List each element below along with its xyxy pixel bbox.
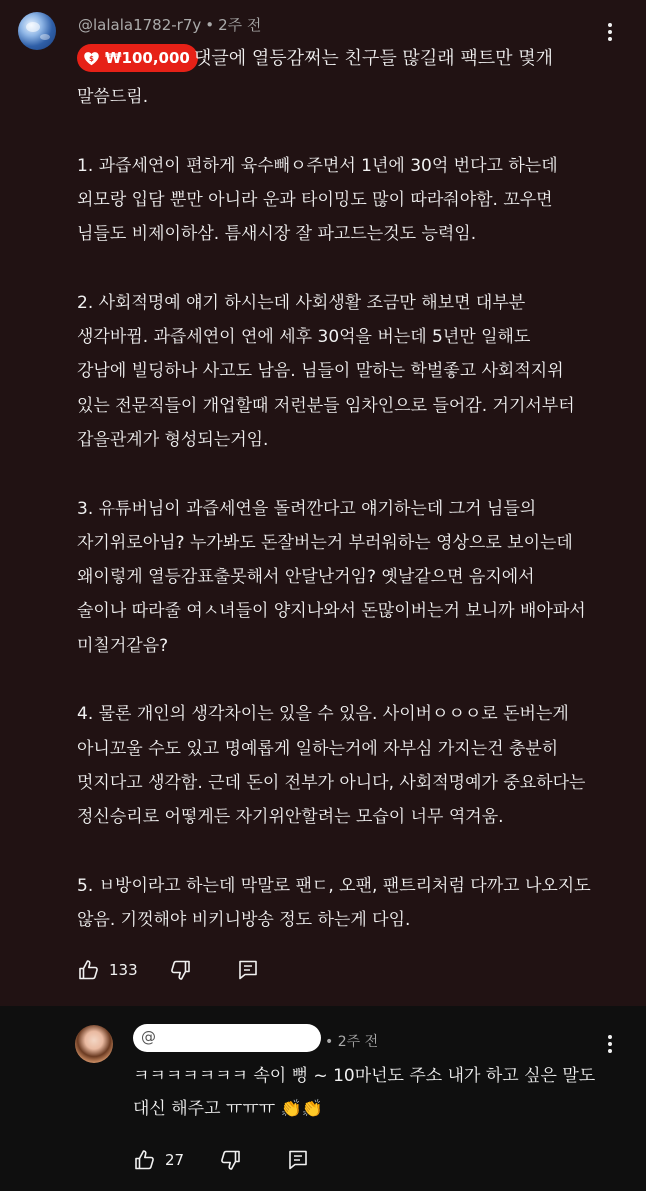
comment-line: 멋지다고 생각함. 근데 돈이 전부가 아니다, 사회적명예가 중요하다는 [77,772,586,793]
comment-line: 말씀드림. [77,87,149,107]
clapping-hands-emoji: 👏👏 [280,1099,323,1119]
thumbs-up-icon [77,958,101,982]
more-vert-icon [608,23,612,27]
reply-line-with-emoji [133,1093,613,1126]
comment-line: 4. 물론 개인의 생각차이는 있을 수 있음. 사이버ㅇㅇㅇ로 돈버는게 [77,704,569,725]
like-count: 133 [109,961,138,979]
comment-line: 미칠거같음? [77,635,169,656]
reply-at-prefix: @ [141,1028,156,1046]
paragraph-gap [77,114,617,148]
comment-menu-button[interactable] [598,18,622,46]
comment-line: 외모랑 입담 뿐만 아니라 운과 타이밍도 많이 따라줘야함. 꼬우면 [77,189,553,210]
comment-action-bar [77,958,260,982]
svg-text:$: $ [89,54,94,63]
author-avatar[interactable] [18,12,56,50]
paragraph-gap [77,835,617,869]
more-vert-dot [608,1049,612,1053]
comment-line: 3. 유튜버님이 과즙세연을 돌려깐다고 얘기하는데 그거 님들의 [77,498,537,519]
comment-line: 님들도 비제이하삼. 틈새시장 잘 파고드는것도 능력임. [77,224,477,245]
reply-icon [236,958,260,982]
reply-time: 2주 전 [337,1034,379,1050]
reply-line: ㅋㅋㅋㅋㅋㅋㅋ 속이 뻥 ~ 10마넌도 주소 내가 하고 싶은 말도 [133,1066,596,1086]
reply-button[interactable] [236,958,260,982]
dislike-button[interactable] [168,958,192,982]
thumbs-up-icon [133,1148,157,1172]
more-vert-dot [608,1042,612,1046]
thumbs-down-icon [168,958,192,982]
heart-money-icon [83,50,100,67]
reply-icon [286,1148,310,1172]
comment-line: 왜이렇게 열등감표출못해서 안달난거임? 옛날같으면 음지에서 [77,567,535,588]
super-thanks-badge [77,44,198,72]
comment-line: 자기위로아님? 누가봐도 돈잘버는거 부러워하는 영상으로 보이는데 [77,532,573,553]
reply-menu-button[interactable] [598,1030,622,1058]
separator-dot: • [205,16,215,34]
more-vert-dot [608,30,612,34]
reply-author-handle-redacted[interactable] [133,1024,321,1052]
reply-reply-button[interactable] [286,1148,310,1172]
super-thanks-amount: ₩100,000 [105,49,190,67]
comment-header [78,14,261,35]
reply-like-button[interactable] [133,1148,184,1172]
comment-line: 2. 사회적명예 얘기 하시는데 사회생활 조금만 해보면 대부분 [77,292,526,313]
paragraph-gap [77,251,617,285]
reply-action-bar [133,1148,310,1172]
comment-line: 않음. 기껏해야 비키니방송 정도 하는게 다임. [77,910,411,931]
comment-line: 아니꼬울 수도 있고 명예롭게 일하는거에 자부심 가지는건 충분히 [77,738,559,759]
comment-line: 1. 과즙세연이 편하게 육수빼ㅇ주면서 1년에 30억 번다고 하는데 [77,155,558,176]
comment-line: 정신승리로 어떻게든 자기위안할려는 모습이 너무 역겨움. [77,807,504,828]
comment-line: 강남에 빌딩하나 사고도 남음. 님들이 말하는 학벌좋고 사회적지위 [77,361,564,382]
reply-author-avatar[interactable] [75,1025,113,1063]
paragraph-gap [77,663,617,697]
comment-line: 갑을관계가 형성되는거임. [77,429,269,450]
more-vert-dot [608,37,612,41]
reply-body [133,1060,613,1126]
author-handle[interactable]: @lalala1782-r7y [78,16,202,34]
reply-line-text: 대신 해주고 ㅠㅠㅠ [133,1099,276,1119]
comment-line: 생각바뀜. 과즙세연이 연에 세후 30억을 버는데 5년만 일해도 [77,327,531,348]
comment-time: 2주 전 [218,16,262,34]
comment-line: 있는 전문직들이 개업할때 저런분들 임차인으로 들어감. 거기서부터 [77,395,575,416]
comment-body [77,80,617,937]
more-vert-icon [608,1035,612,1039]
reply-dislike-button[interactable] [218,1148,242,1172]
thumbs-down-icon [218,1148,242,1172]
reply-like-count: 27 [165,1151,185,1169]
like-button[interactable] [77,958,138,982]
comment-line: 5. ㅂ방이라고 하는데 막말로 팬ㄷ, 오팬, 팬트리처럼 다까고 나오지도 [77,875,591,896]
reply-meta: • 2주 전 [325,1034,379,1050]
comment-first-line: 댓글에 열등감쩌는 친구들 많길래 팩트만 몇개 [194,48,553,69]
comment-line: 술이나 따라줄 여ㅅ녀들이 양지나와서 돈많이버는거 보니까 배아파서 [77,601,586,622]
paragraph-gap [77,457,617,491]
